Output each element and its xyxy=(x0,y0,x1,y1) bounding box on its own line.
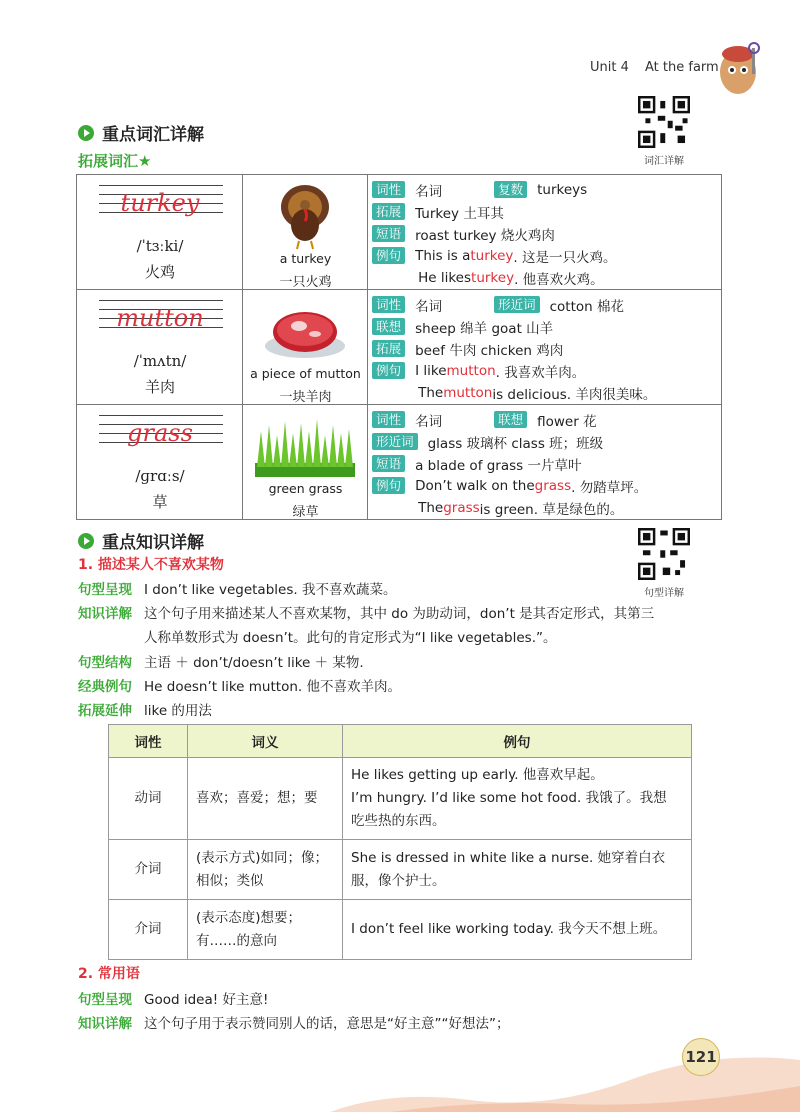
knowledge-line: 句型呈现 Good idea! 好主意! xyxy=(78,988,268,1008)
line-label: 句型呈现 xyxy=(78,582,132,598)
mutton-icon xyxy=(243,296,367,366)
example-cell: She is dressed in white like a nurse. 她穿着白衣 服，像个护士。 xyxy=(343,840,692,900)
unit-label: Unit 4 xyxy=(590,60,629,75)
section-title xyxy=(78,528,204,553)
knowledge-line: 知识详解 这个句子用来描述某人不喜欢某物，其中 do 为助动词，don’t 是其否定形式，其第三 xyxy=(78,602,654,622)
column-header: 例句 xyxy=(343,725,692,758)
vocab-table xyxy=(76,174,722,520)
knowledge-line: 拓展延伸 like 的用法 xyxy=(78,699,212,719)
example-cell: He likes getting up early. 他喜欢早起。 I’m hungry. I’d like some hot food. 我饿了。我想 吃些热的东西。 xyxy=(343,758,692,840)
vocab-word: turkey xyxy=(120,189,200,217)
info-line: 形近词 glass 玻璃杯 class 班；班级 xyxy=(372,431,603,452)
tag: 联想 xyxy=(494,411,527,428)
tag: 联想 xyxy=(372,318,405,335)
line-label: 拓展延伸 xyxy=(78,703,132,719)
table-row xyxy=(109,900,692,960)
example-cell: I don’t feel like working today. 我今天不想上班。 xyxy=(343,900,692,960)
tag: 短语 xyxy=(372,455,405,472)
example-line: He likes turkey . 他喜欢火鸡。 xyxy=(418,269,604,288)
mascot-icon xyxy=(708,40,768,100)
info-cell xyxy=(368,290,722,405)
tag: 形近词 xyxy=(494,296,540,313)
table-row xyxy=(109,758,692,840)
footer-wave xyxy=(330,1040,800,1112)
tag: 拓展 xyxy=(372,203,405,220)
unit-title: At the farm xyxy=(645,60,719,75)
line-label: 知识详解 xyxy=(78,606,132,622)
knowledge-line: 句型结构 主语 ＋ don’t/doesn’t like ＋ 某物. xyxy=(78,651,364,671)
line-label: 句型呈现 xyxy=(78,992,132,1008)
phonetic: /ˈmʌtn/ xyxy=(133,352,187,370)
example-line: 例句 This is a turkey . 这是一只火鸡。 xyxy=(372,245,616,266)
pos-cell: 介词 xyxy=(109,900,188,960)
qr-label: 句型详解 xyxy=(644,588,684,599)
image-caption: green grass xyxy=(268,481,343,496)
tag: 例句 xyxy=(372,362,405,379)
vocab-row xyxy=(77,175,722,290)
meaning-cell: 喜欢；喜爱；想；要 xyxy=(188,758,343,840)
info-line: 拓展 Turkey 土耳其 xyxy=(372,201,504,222)
column-header: 词义 xyxy=(188,725,343,758)
info-cell xyxy=(368,175,722,290)
pos-cell: 介词 xyxy=(109,840,188,900)
knowledge-line: 知识详解 这个句子用于表示赞同别人的话，意思是“好主意”“好想法”； xyxy=(78,1012,509,1032)
page-number: 121 xyxy=(682,1038,720,1076)
tag: 词性 xyxy=(372,181,405,198)
qr-code-icon[interactable] xyxy=(638,528,690,580)
section-title-text: 重点词汇详解 xyxy=(102,125,204,145)
play-icon xyxy=(78,533,94,549)
example-line: 例句 Don’t walk on the grass . 勿踏草坪。 xyxy=(372,475,647,496)
play-icon xyxy=(78,125,94,141)
info-line: 词性 名词 形近词 cotton 棉花 xyxy=(372,294,624,315)
word-meaning: 草 xyxy=(152,493,168,511)
image-caption-cn: 绿草 xyxy=(292,505,319,520)
line-label: 句型结构 xyxy=(78,655,132,671)
point-title: 2. 常用语 xyxy=(78,966,140,982)
info-line: 联想 sheep 绵羊 goat 山羊 xyxy=(372,316,553,337)
word-cell xyxy=(77,290,243,405)
example-line: The grass is green. 草是绿色的。 xyxy=(418,499,624,518)
section-title-text: 重点知识详解 xyxy=(102,533,204,553)
table-header-row xyxy=(109,725,692,758)
image-caption-cn: 一块羊肉 xyxy=(279,390,332,405)
image-cell xyxy=(243,175,368,290)
tag: 例句 xyxy=(372,247,405,264)
image-caption: a piece of mutton xyxy=(250,366,361,381)
pos-cell: 动词 xyxy=(109,758,188,840)
word-meaning: 羊肉 xyxy=(144,378,175,396)
qr-label: 词汇详解 xyxy=(644,156,684,167)
info-line: 词性 名词 联想 flower 花 xyxy=(372,409,596,430)
word-cell xyxy=(77,175,243,290)
word-cell xyxy=(77,405,243,520)
meaning-cell: (表示方式)如同；像；相似；类似 xyxy=(188,840,343,900)
subsection-title: 拓展词汇★ xyxy=(78,152,152,170)
vocab-row xyxy=(77,405,722,520)
image-cell xyxy=(243,405,368,520)
grass-icon xyxy=(243,411,367,481)
turkey-icon xyxy=(243,181,367,251)
info-cell xyxy=(368,405,722,520)
vocab-row xyxy=(77,290,722,405)
tag: 形近词 xyxy=(372,433,418,450)
info-line: 短语 roast turkey 烧火鸡肉 xyxy=(372,223,555,244)
word-meaning: 火鸡 xyxy=(144,263,175,281)
phonetic: /ɡrɑːs/ xyxy=(135,467,185,485)
vocab-word: grass xyxy=(127,419,193,447)
example-line: The mutton is delicious. 羊肉很美味。 xyxy=(418,384,657,403)
table-row xyxy=(109,840,692,900)
example-line: 例句 I like mutton . 我喜欢羊肉。 xyxy=(372,360,585,381)
usage-table xyxy=(108,724,692,960)
knowledge-line: 人称单数形式为 doesn’t。此句的肯定形式为“I like vegetables.”。 xyxy=(144,630,557,646)
tag: 词性 xyxy=(372,411,405,428)
tag: 拓展 xyxy=(372,340,405,357)
column-header: 词性 xyxy=(109,725,188,758)
line-label: 经典例句 xyxy=(78,679,132,695)
image-caption-cn: 一只火鸡 xyxy=(279,275,332,290)
tag: 词性 xyxy=(372,296,405,313)
meaning-cell: (表示态度)想要；有……的意向 xyxy=(188,900,343,960)
phonetic: /ˈtɜːki/ xyxy=(136,237,184,255)
line-label: 知识详解 xyxy=(78,1016,132,1032)
point-title: 1. 描述某人不喜欢某物 xyxy=(78,557,224,573)
tag: 例句 xyxy=(372,477,405,494)
knowledge-line: 句型呈现 I don’t like vegetables. 我不喜欢蔬菜。 xyxy=(78,578,396,598)
knowledge-line: 经典例句 He doesn’t like mutton. 他不喜欢羊肉。 xyxy=(78,675,401,695)
info-line: 短语 a blade of grass 一片草叶 xyxy=(372,453,581,474)
image-caption: a turkey xyxy=(279,251,332,266)
qr-code-icon[interactable] xyxy=(638,96,690,148)
vocab-word: mutton xyxy=(116,304,204,332)
info-line: 拓展 beef 牛肉 chicken 鸡肉 xyxy=(372,338,563,359)
section-title xyxy=(78,120,204,145)
info-line: 词性 名词 复数 turkeys xyxy=(372,179,587,200)
tag: 短语 xyxy=(372,225,405,242)
image-cell xyxy=(243,290,368,405)
tag: 复数 xyxy=(494,181,527,198)
